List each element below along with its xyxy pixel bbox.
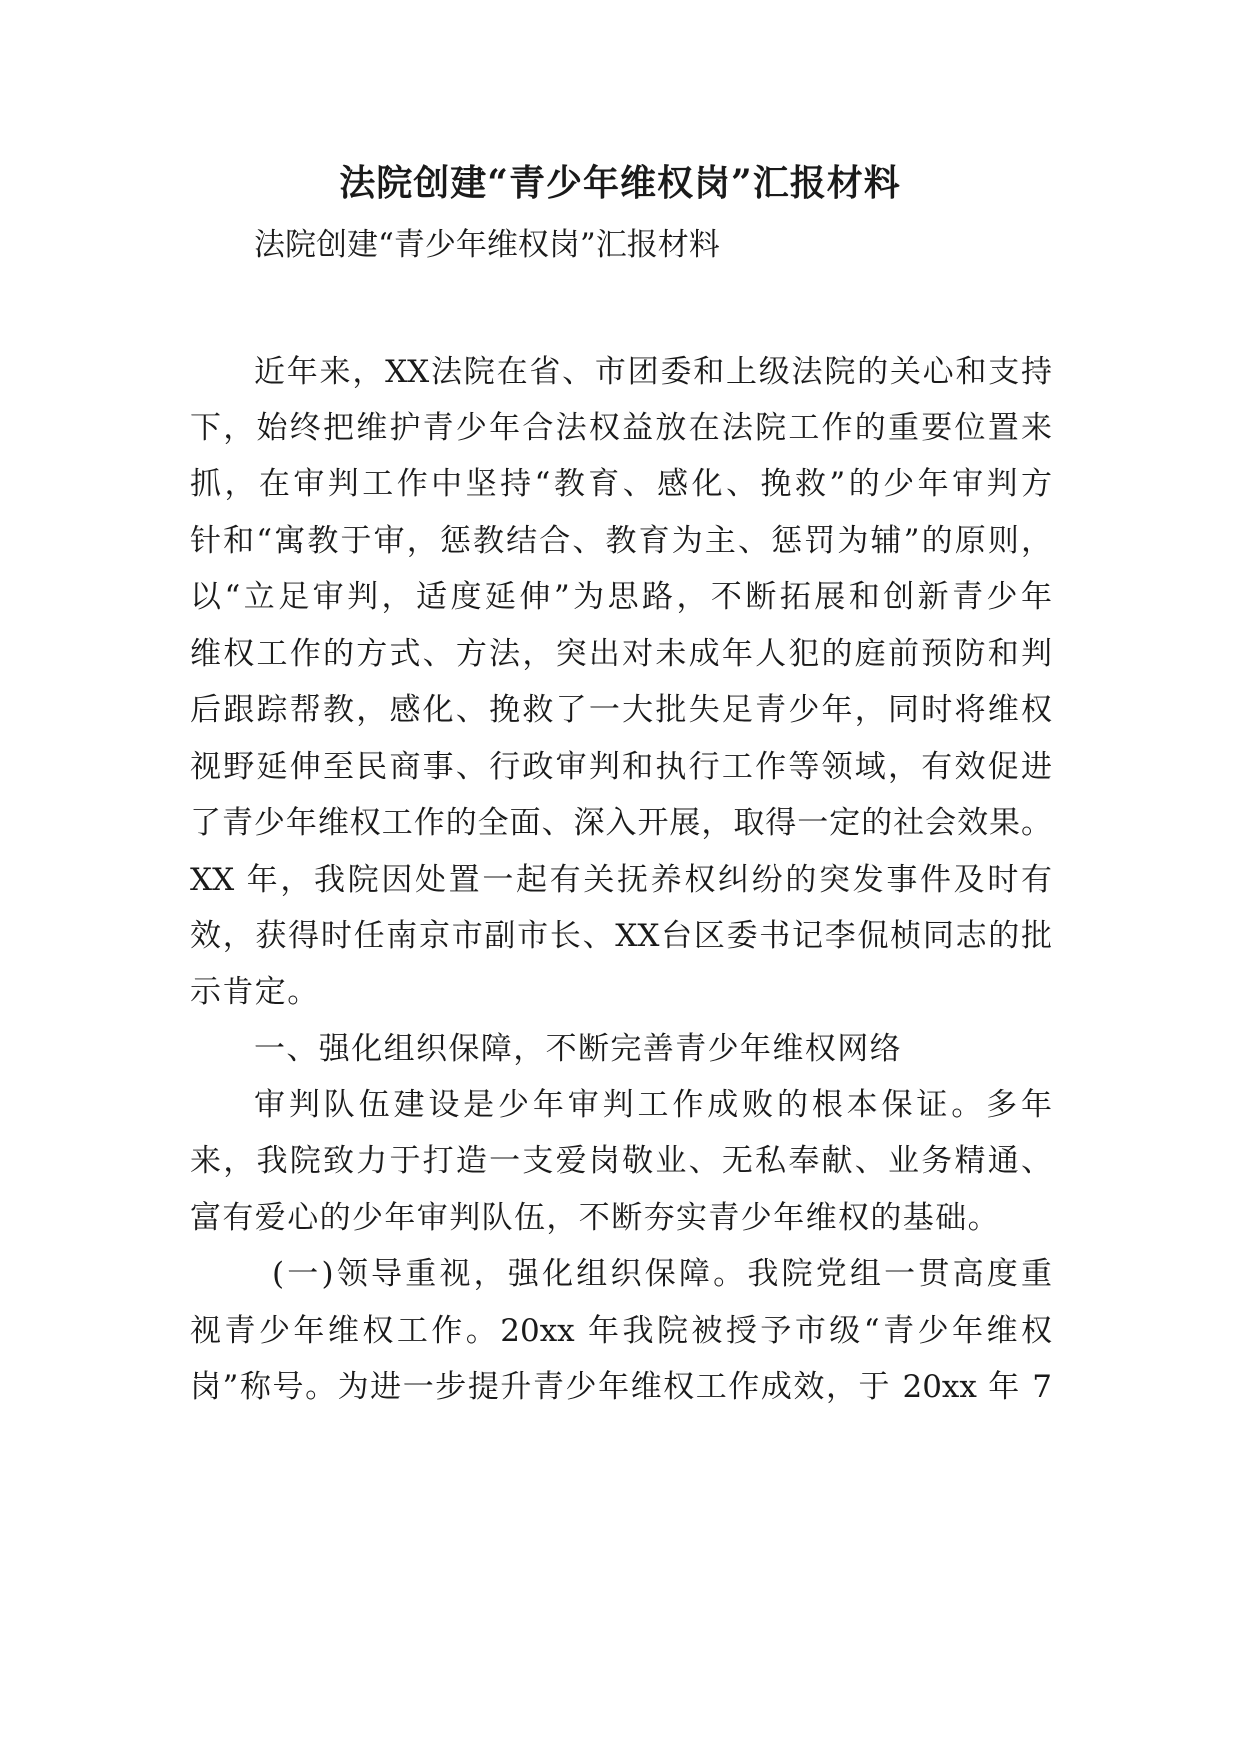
body-line: 示肯定。 <box>190 974 320 1010</box>
body-line: 审判队伍建设是少年审判工作成败的根本保证。多年 <box>254 1087 1052 1123</box>
body-line: 后跟踪帮教，感化、挽救了一大批失足青少年，同时将维权 <box>190 692 1052 728</box>
body-line: 视野延伸至民商事、行政审判和执行工作等领域，有效促进 <box>190 749 1052 785</box>
section-heading: 一、强化组织保障，不断完善青少年维权网络 <box>254 1031 902 1067</box>
body-line: 视青少年维权工作。20xx 年我院被授予市级“青少年维权 <box>190 1313 1052 1349</box>
body-line: 抓，在审判工作中坚持“教育、感化、挽救”的少年审判方 <box>190 466 1052 502</box>
body-line: (一)领导重视，强化组织保障。我院党组一贯高度重 <box>272 1256 1052 1292</box>
body-line: 以“立足审判，适度延伸”为思路，不断拓展和创新青少年 <box>190 579 1052 615</box>
body-line: 针和“寓教于审，惩教结合、教育为主、惩罚为辅”的原则， <box>190 523 1052 559</box>
body-line: 来，我院致力于打造一支爱岗敬业、无私奉献、业务精通、 <box>190 1143 1052 1179</box>
document-subtitle: 法院创建“青少年维权岗”汇报材料 <box>254 227 720 263</box>
body-line: 近年来，XX法院在省、市团委和上级法院的关心和支持 <box>254 354 1052 390</box>
body-line: 了青少年维权工作的全面、深入开展，取得一定的社会效果。 <box>190 805 1052 841</box>
document-title: 法院创建“青少年维权岗”汇报材料 <box>339 162 901 204</box>
body-line: 岗”称号。为进一步提升青少年维权工作成效，于 20xx 年 7 <box>190 1369 1052 1405</box>
body-line: XX 年，我院因处置一起有关抚养权纠纷的突发事件及时有 <box>190 862 1052 898</box>
body-line: 富有爱心的少年审判队伍，不断夯实青少年维权的基础。 <box>190 1200 1000 1236</box>
body-line: 下，始终把维护青少年合法权益放在法院工作的重要位置来 <box>190 410 1052 446</box>
body-line: 维权工作的方式、方法，突出对未成年人犯的庭前预防和判 <box>190 636 1052 672</box>
body-line: 效，获得时任南京市副市长、XX台区委书记李侃桢同志的批 <box>190 918 1052 954</box>
